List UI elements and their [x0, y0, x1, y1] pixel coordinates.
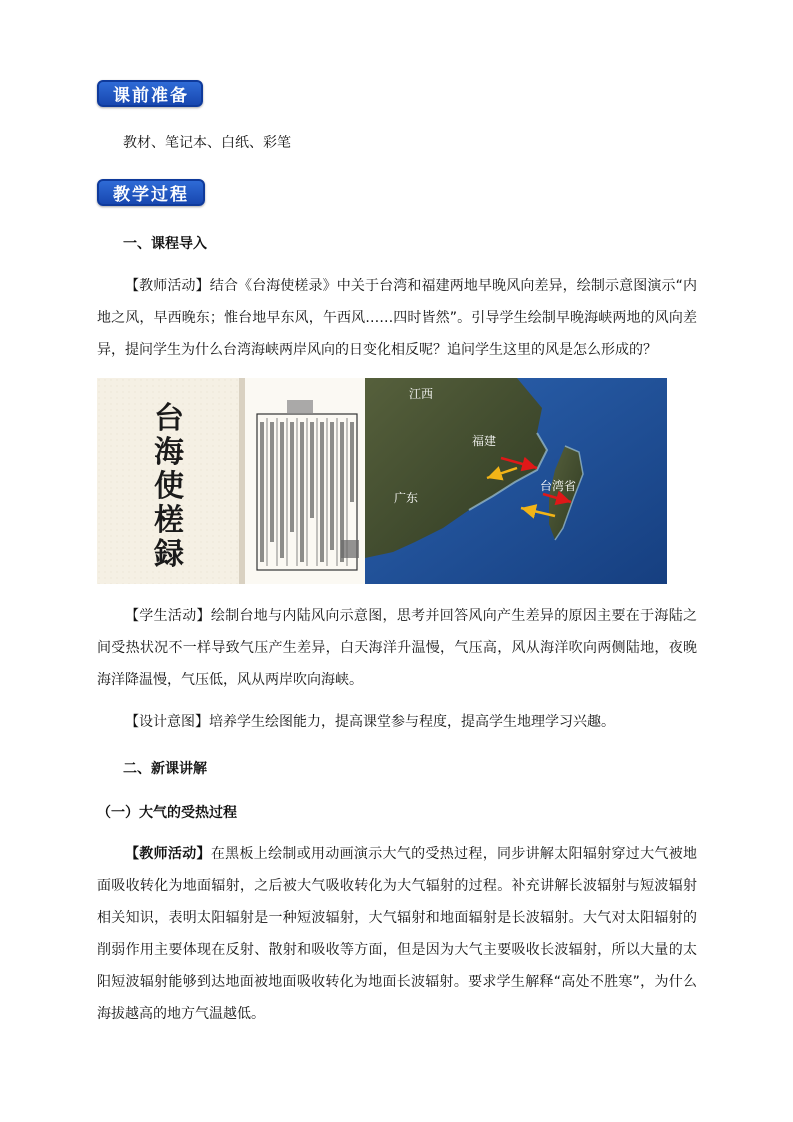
section-intro-heading: 一、课程导入 — [123, 236, 207, 252]
design-intent-tag: 【设计意图】 — [125, 714, 209, 730]
materials-text: 教材、笔记本、白纸、彩笔 — [123, 135, 291, 151]
process-badge-label: 教学过程 — [113, 185, 189, 205]
prep-section-badge — [97, 80, 203, 107]
calligraphy-char-4: 槎 — [154, 503, 184, 538]
student-activity-text: 绘制台地与内陆风向示意图，思考并回答风向产生差异的原因主要在于海陆之间受热状况不一样导致气压产生差异，白天海洋升温慢，气压高，风从海洋吹向两侧陆地，夜晚海洋降温慢，气压低，风从两岸吹向海峡。 — [97, 608, 698, 688]
lecture-teacher-paragraph — [97, 838, 697, 1030]
calligraphy-char-1: 台 — [154, 401, 184, 436]
subsection-heating-heading: （一）大气的受热过程 — [97, 805, 237, 821]
calligraphy-char-2: 海 — [154, 435, 184, 470]
student-activity-paragraph — [97, 600, 697, 696]
teacher-activity-paragraph — [97, 270, 697, 366]
calligraphy-char-3: 使 — [154, 469, 184, 504]
section-lecture-heading: 二、新课讲解 — [123, 761, 207, 777]
figure-book-and-map — [97, 378, 667, 584]
prep-badge-label: 课前准备 — [113, 86, 189, 106]
teacher-activity-tag: 【教师活动】 — [125, 278, 210, 294]
process-section-badge — [97, 179, 205, 206]
calligraphy-char-5: 録 — [154, 537, 184, 572]
map-label-taiwan: 台湾省 — [540, 479, 577, 493]
book-calligraphy-title — [145, 402, 193, 572]
design-intent-text: 培养学生绘图能力，提高课堂参与程度，提高学生地理学习兴趣。 — [209, 714, 615, 730]
design-intent-paragraph — [97, 706, 697, 738]
student-activity-tag: 【学生活动】 — [125, 608, 211, 624]
teacher-activity-text: 结合《台海使槎录》中关于台湾和福建两地早晚风向差异，绘制示意图演示“内地之风，早西晚东；惟台地早东风，午西风……四时皆然”。引导学生绘制早晚海峡两地的风向差异，提问学生为什么台湾海峡两岸风向的日变化相反呢？追问学生这里的风是怎么形成的？ — [97, 278, 697, 358]
lecture-teacher-text: 在黑板上绘制或用动画演示大气的受热过程，同步讲解太阳辐射穿过大气被地面吸收转化为地面辐射，之后被大气吸收转化为大气辐射的过程。补充讲解长波辐射与短波辐射相关知识，表明太阳辐射是一种短波辐射，大气辐射和地面辐射是长波辐射。大气对太阳辐射的削弱作用主要体现在反射、散射和吸收等方面，但是因为大气主要吸收长波辐射，所以大量的太阳短波辐射能够到达地面被地面吸收转化为地面长波辐射。要求学生解释“高处不胜寒”，为什么海拔越高的地方气温越低。 — [97, 846, 698, 1022]
map-label-guangdong: 广东 — [394, 491, 419, 505]
map-label-jiangxi: 江西 — [409, 387, 434, 401]
lecture-teacher-tag: 【教师活动】 — [125, 846, 211, 862]
map-label-fujian: 福建 — [472, 434, 497, 448]
